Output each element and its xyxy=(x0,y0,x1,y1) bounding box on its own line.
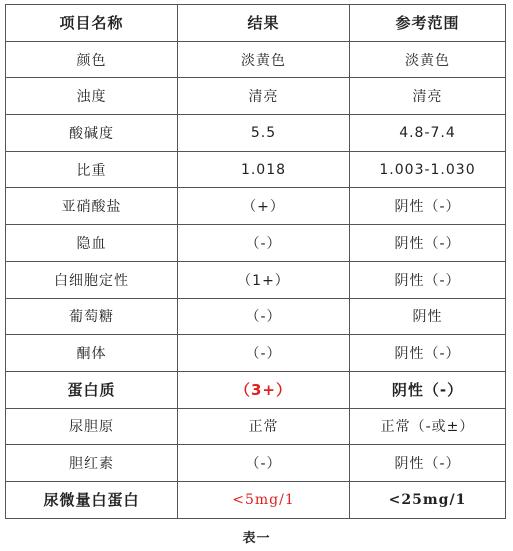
result-cell: 1.018 xyxy=(178,151,350,188)
item-cell: 颜色 xyxy=(6,41,178,78)
table-row xyxy=(6,115,506,152)
reference-cell: 阴性（-） xyxy=(350,261,506,298)
reference-cell: 正常（-或±） xyxy=(350,408,506,445)
table-row-microalbumin xyxy=(6,481,506,518)
table-row xyxy=(6,261,506,298)
reference-cell: 阴性（-） xyxy=(350,335,506,372)
result-cell: 正常 xyxy=(178,408,350,445)
header-result: 结果 xyxy=(178,5,350,42)
table-row xyxy=(6,151,506,188)
reference-cell: 清亮 xyxy=(350,78,506,115)
result-cell: （-） xyxy=(178,445,350,482)
urinalysis-table xyxy=(5,4,506,519)
result-cell: （-） xyxy=(178,298,350,335)
table-caption: 表一 xyxy=(242,531,271,546)
reference-cell: 阴性 xyxy=(350,298,506,335)
result-cell: 5.5 xyxy=(178,115,350,152)
reference-cell: 1.003-1.030 xyxy=(350,151,506,188)
result-cell-abnormal: <5mg/1 xyxy=(178,481,350,518)
item-cell: 胆红素 xyxy=(6,445,178,482)
table-header-row xyxy=(6,5,506,42)
table-row-protein xyxy=(6,371,506,408)
reference-cell: 阴性（-） xyxy=(350,188,506,225)
item-cell: 隐血 xyxy=(6,225,178,262)
table-row xyxy=(6,188,506,225)
result-cell: （-） xyxy=(178,225,350,262)
result-cell: （1+） xyxy=(178,261,350,298)
item-cell: 蛋白质 xyxy=(6,371,178,408)
result-cell-abnormal: （3+） xyxy=(178,371,350,408)
reference-cell: 阴性（-） xyxy=(350,225,506,262)
header-item-name: 项目名称 xyxy=(6,5,178,42)
table-row xyxy=(6,298,506,335)
table-row xyxy=(6,78,506,115)
item-cell: 尿胆原 xyxy=(6,408,178,445)
result-cell: （+） xyxy=(178,188,350,225)
reference-cell: 阴性（-） xyxy=(350,371,506,408)
reference-cell: 4.8-7.4 xyxy=(350,115,506,152)
table-row xyxy=(6,335,506,372)
result-cell: 清亮 xyxy=(178,78,350,115)
table-row xyxy=(6,41,506,78)
table-row xyxy=(6,408,506,445)
result-cell: （-） xyxy=(178,335,350,372)
table-row xyxy=(6,225,506,262)
header-reference-range: 参考范围 xyxy=(350,5,506,42)
reference-cell: <25mg/1 xyxy=(350,481,506,518)
item-cell: 葡萄糖 xyxy=(6,298,178,335)
reference-cell: 阴性（-） xyxy=(350,445,506,482)
item-cell: 酮体 xyxy=(6,335,178,372)
item-cell: 亚硝酸盐 xyxy=(6,188,178,225)
item-cell: 白细胞定性 xyxy=(6,261,178,298)
table-row xyxy=(6,445,506,482)
reference-cell: 淡黄色 xyxy=(350,41,506,78)
item-cell: 酸碱度 xyxy=(6,115,178,152)
item-cell: 浊度 xyxy=(6,78,178,115)
item-cell: 尿微量白蛋白 xyxy=(6,481,178,518)
item-cell: 比重 xyxy=(6,151,178,188)
result-cell: 淡黄色 xyxy=(178,41,350,78)
